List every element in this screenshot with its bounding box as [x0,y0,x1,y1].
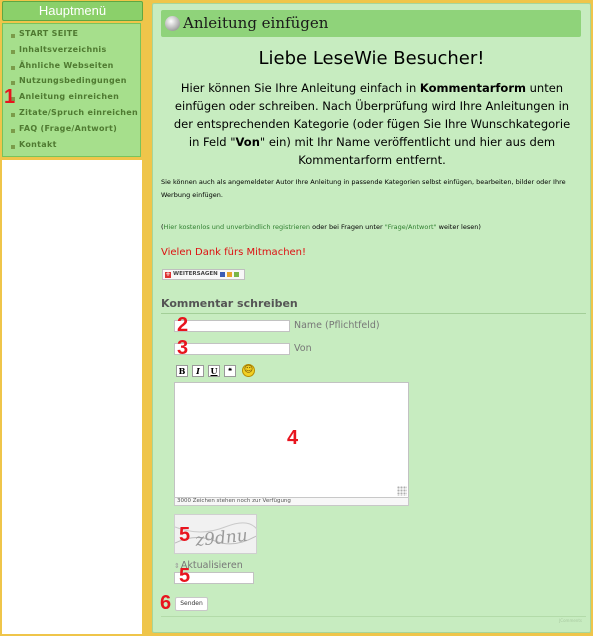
menu-item-inhaltsverzeichnis[interactable] [3,45,140,61]
main-menu [2,23,141,157]
greeting-heading: Liebe LeseWie Besucher! [258,48,485,69]
menu-item-label: Zitate/Spruch einreichen [19,107,139,117]
share-icon: + [165,270,171,278]
annotation-marker: 6 [160,592,172,614]
menu-item-anleitung-einreichen[interactable] [3,92,140,108]
intro-text-2: unten einfügen oder schreiben. Nach Überprüfung wird Ihre Anleitungen in der entsprechenden Kategorie (oder fügen Sie Ihre Wunschkategorie in Feld " [173,81,571,149]
sidebar-blank-area [2,160,142,634]
register-open: ( [161,223,164,231]
menu-item-zitate-einreichen[interactable] [3,108,140,124]
menu-item-label: Inhaltsverzeichnis [19,44,107,54]
annotation-marker: 5 [179,524,191,546]
bullet-icon [11,113,15,117]
from-input[interactable] [174,343,290,355]
refresh-icon: ⇕ [174,562,180,570]
refresh-label: Aktualisieren [180,560,243,571]
sphere-icon [165,16,180,31]
bullet-icon [11,50,15,54]
annotation-marker: 3 [177,337,189,359]
menu-item-label: Kontakt [19,139,57,149]
faq-link[interactable]: "Frage/Antwort" [384,223,437,231]
annotation-marker: 2 [177,314,189,336]
underline-button[interactable]: U [208,365,220,377]
register-end: weiter lesen) [436,223,481,231]
intro-text-3: " ein) mit Ihr Name veröffentlicht und hier aus dem Kommentarform entfernt. [259,135,556,167]
smiley-icon[interactable]: ☺ [243,365,254,375]
bullet-icon [11,129,15,133]
thanks-message: Vielen Dank fürs Mitmachen! [161,247,307,258]
menu-item-label: Ähnliche Webseiten [19,60,114,70]
page-title: Anleitung einfügen [183,14,329,32]
name-input[interactable] [174,320,290,332]
divider [161,616,586,617]
quote-button[interactable]: ❝ [224,365,236,377]
send-button[interactable]: Senden [175,597,208,611]
social-icon [220,272,225,277]
menu-item-nutzungsbedingungen[interactable] [3,76,140,92]
intro-paragraph [167,79,577,169]
title-bar [161,10,581,37]
menu-item-label: START SEITE [19,29,79,38]
menu-item-aehnliche-webseiten[interactable] [3,61,140,77]
register-line [161,223,586,231]
bullet-icon [11,145,15,149]
intro-bold-kommentarform: Kommentarform [419,81,526,95]
divider [161,313,586,314]
intro-bold-von: Von [235,135,260,149]
annotation-marker: 1 [4,86,16,108]
from-label: Von [294,343,312,354]
comment-heading: Kommentar schreiben [161,297,298,310]
resize-grip-icon[interactable] [397,486,407,496]
social-icon [234,272,239,277]
menu-item-label: Anleitung einreichen [19,92,120,102]
register-link[interactable]: Hier kostenlos und unverbindlich registrieren [163,223,311,231]
captcha-text: z9dnu [194,525,249,552]
content-panel [152,3,591,633]
intro-text-1: Hier können Sie Ihre Anleitung einfach in [180,81,420,95]
bullet-icon [11,66,15,70]
annotation-marker: 5 [179,565,191,587]
menu-item-faq[interactable] [3,124,140,140]
menu-item-label: FAQ (Frage/Antwort) [19,123,118,133]
register-middle: oder bei Fragen unter [310,223,385,231]
bold-button[interactable]: B [176,365,188,377]
menu-item-label: Nutzungsbedingungen [19,76,127,86]
share-button[interactable] [162,269,245,280]
annotation-marker: 4 [287,427,299,449]
menu-item-kontakt[interactable] [3,140,140,156]
italic-button[interactable]: I [192,365,204,377]
share-label: WEITERSAGEN [173,271,218,277]
sidebar [0,0,144,636]
char-counter: 3000 Zeichen stehen noch zur Verfügung [174,497,409,506]
author-note: Sie können auch als angemeldeter Autor Ihre Anleitung in passende Kategorien selbst einfügen, bearbeiten, bilder oder Ihre Werbung einfügen. [161,178,566,199]
social-icon [227,272,232,277]
bullet-icon [11,34,15,38]
footer-credit: JComments [559,618,582,623]
menu-item-start[interactable] [3,29,140,45]
bullet-icon [11,81,15,85]
name-label: Name (Pflichtfeld) [294,320,380,331]
main-menu-header: Hauptmenü [2,1,143,21]
